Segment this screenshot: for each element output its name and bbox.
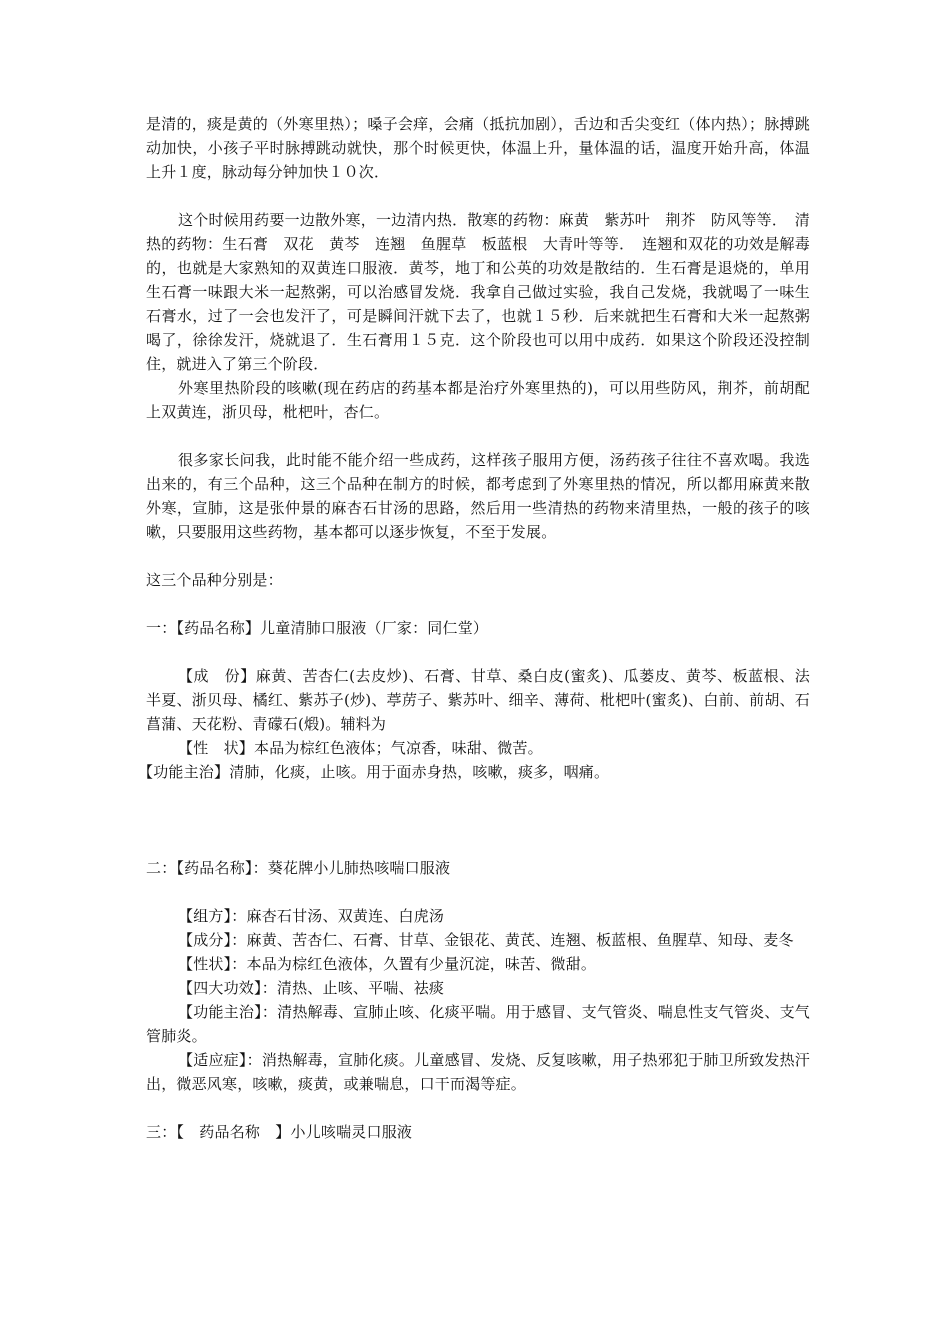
paragraph-three-varieties: 这三个品种分别是： bbox=[146, 571, 283, 589]
spacer bbox=[146, 544, 810, 568]
drug-2-symptoms: 【适应症】：消热解毒，宣肺化痰。儿童感冒、发烧、反复咳嗽，用子热邪犯于肺卫所致发热汗出，微恶风寒，咳嗽，痰黄，或兼喘息，口干而渴等症。 bbox=[146, 1051, 810, 1093]
spacer bbox=[146, 784, 810, 856]
drug-1-name: 一：【药品名称】儿童清肺口服液（厂家：同仁堂） bbox=[146, 619, 489, 637]
spacer bbox=[146, 880, 810, 904]
drug-2-effects: 【四大功效】：清热、止咳、平喘、祛痰 bbox=[178, 979, 445, 997]
drug-3-name: 三：【 药品名称 】小儿咳喘灵口服液 bbox=[146, 1123, 413, 1141]
drug-2-indications: 【功能主治】：清热解毒、宣肺止咳、化痰平喘。用于感冒、支气管炎、喘息性支气管炎、支气管肺炎。 bbox=[146, 1003, 810, 1045]
spacer bbox=[146, 1096, 810, 1120]
drug-2-formula: 【组方】：麻杏石甘汤、双黄连、白虎汤 bbox=[178, 907, 445, 925]
paragraph-medication: 这个时候用药要一边散外寒，一边清内热．散寒的药物：麻黄 紫苏叶 荆芥 防风等等． 清热的药物：生石膏 双花 黄芩 连翘 鱼腥草 板蓝根 大青叶等等． 连翘和双花的功效是解毒的，也就是大家熟知的双黄连口服液．黄芩，地丁和公英的功效是散结的．生石膏是退烧的，单用生石膏一味跟大米一起熬粥，可以治感冒发烧．我拿自己做过实验，我自己发烧，我就喝了一味生石膏水，过了一会也发汗了，可是瞬间汗就下去了，也就１５秒．后来就把生石膏和大米一起熬粥喝了，徐徐发汗，烧就退了．生石膏用１５克．这个阶段也可以用中成药．如果这个阶段还没控制住，就进入了第三个阶段． bbox=[146, 211, 810, 373]
paragraph-cough: 外寒里热阶段的咳嗽(现在药店的药基本都是治疗外寒里热的)，可以用些防风，荆芥，前胡配上双黄连，浙贝母，枇杷叶，杏仁。 bbox=[146, 379, 810, 421]
spacer bbox=[146, 640, 810, 664]
paragraph-patent-medicines: 很多家长问我，此时能不能介绍一些成药，这样孩子服用方便，汤药孩子往往不喜欢喝。我选出来的，有三个品种，这三个品种在制方的时候，都考虑到了外寒里热的情况，所以都用麻黄来散外寒，宣肺，这是张仲景的麻杏石甘汤的思路，然后用一些清热的药物来清里热，一般的孩子的咳嗽，只要服用这些药物，基本都可以逐步恢复，不至于发展。 bbox=[146, 451, 810, 541]
drug-1-indications: 【功能主治】清肺，化痰，止咳。用于面赤身热，咳嗽，痰多，咽痛。 bbox=[138, 763, 610, 781]
drug-2-ingredients: 【成分】：麻黄、苦杏仁、石膏、甘草、金银花、黄芪、连翘、板蓝根、鱼腥草、知母、麦冬 bbox=[178, 931, 794, 949]
drug-1-appearance: 【性 状】本品为棕红色液体；气凉香，味甜、微苦。 bbox=[178, 739, 543, 757]
paragraph-symptoms: 是清的，痰是黄的（外寒里热）；嗓子会痒，会痛（抵抗加剧），舌边和舌尖变红（体内热）；脉搏跳动加快，小孩子平时脉搏跳动就快，那个时候更快，体温上升，量体温的话，温度开始升高，体温上升１度，脉动每分钟加快１０次． bbox=[146, 115, 810, 181]
spacer bbox=[146, 592, 810, 616]
spacer bbox=[146, 424, 810, 448]
drug-2-appearance: 【性状】：本品为棕红色液体，久置有少量沉淀，味苦、微甜。 bbox=[178, 955, 597, 973]
spacer bbox=[146, 184, 810, 208]
drug-2-name: 二：【药品名称】：葵花牌小儿肺热咳喘口服液 bbox=[146, 859, 451, 877]
document-body bbox=[138, 112, 810, 1144]
drug-1-ingredients: 【成 份】麻黄、苦杏仁(去皮炒)、石膏、甘草、桑白皮(蜜炙)、瓜蒌皮、黄芩、板蓝根、法半夏、浙贝母、橘红、紫苏子(炒)、葶苈子、紫苏叶、细辛、薄荷、枇杷叶(蜜炙)、白前、前胡、石菖蒲、天花粉、青礞石(煅)。辅料为 bbox=[146, 667, 810, 733]
